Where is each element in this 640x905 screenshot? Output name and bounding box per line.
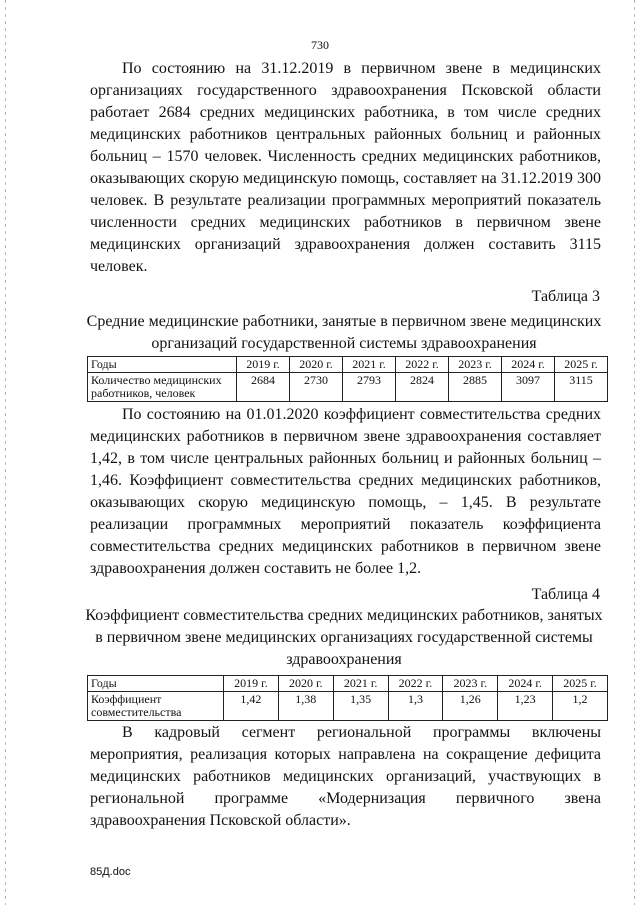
left-scan-edge: [5, 0, 6, 905]
table-cell: 2885: [449, 373, 502, 402]
table-header-cell: 2023 г.: [443, 676, 498, 692]
table-cell: 1,2: [553, 692, 608, 721]
table-header-cell: 2019 г.: [224, 676, 279, 692]
table-row-label: Коэффициент совместительства: [88, 692, 224, 721]
table-cell: 2793: [343, 373, 396, 402]
table-cell: 2730: [290, 373, 343, 402]
table-cell: 1,38: [278, 692, 333, 721]
table-header-cell: 2020 г.: [290, 357, 343, 373]
right-scan-edge: [634, 0, 635, 905]
table-3-caption: Средние медицинские работники, занятые в первичном звене медицинских организаций государственной системы здравоохранения: [86, 313, 602, 352]
table-header-cell: 2025 г.: [553, 676, 608, 692]
table-row: [88, 373, 608, 402]
table-header-cell: 2024 г.: [502, 357, 555, 373]
table-row: [88, 357, 608, 373]
table-header-cell: 2020 г.: [278, 676, 333, 692]
table-4-caption: Коэффициент совместительства средних медицинских работников, занятых в первичном звене медицинских организациях государственной системы здравоохранения: [85, 607, 603, 668]
paragraph-2: По состоянию на 01.01.2020 коэффициент совместительства средних медицинских работников в первичном звене здравоохранения составляет 1,42, в том числе центральных районных больниц и районных больниц – 1,46. Коэффициент совместительства средних медицинских работников, оказывающих скорую медицинскую помощь, – 1,45. В результате реализации программных мероприятий показатель коэффициента совместительства средних медицинских работников в первичном звене здравоохранения должен составить не более 1,2.: [90, 406, 601, 577]
table-header-cell: 2024 г.: [498, 676, 553, 692]
table-4-label: Таблица 4: [531, 586, 600, 603]
table-header-cell: 2022 г.: [388, 676, 443, 692]
table-4: [87, 675, 608, 721]
table-header-cell: 2021 г.: [343, 357, 396, 373]
table-cell: 1,26: [443, 692, 498, 721]
table-header-cell: 2025 г.: [555, 357, 608, 373]
page-number: 730: [311, 38, 329, 52]
table-header-cell: 2022 г.: [396, 357, 449, 373]
table-cell: 1,3: [388, 692, 443, 721]
table-header-cell: Годы: [88, 357, 237, 373]
table-header-cell: 2019 г.: [237, 357, 290, 373]
table-cell: 3097: [502, 373, 555, 402]
table-row: [88, 692, 608, 721]
table-header-cell: 2021 г.: [333, 676, 388, 692]
table-header-cell: Годы: [88, 676, 224, 692]
file-name-footer: 85Д.doc: [90, 866, 131, 878]
table-cell: 1,35: [333, 692, 388, 721]
table-cell: 2684: [237, 373, 290, 402]
table-header-cell: 2023 г.: [449, 357, 502, 373]
table-cell: 3115: [555, 373, 608, 402]
table-cell: 1,42: [224, 692, 279, 721]
table-row: [88, 676, 608, 692]
table-cell: 1,23: [498, 692, 553, 721]
table-cell: 2824: [396, 373, 449, 402]
table-3-label: Таблица 3: [531, 288, 600, 305]
table-row-label: Количество медицинских работников, человек: [88, 373, 237, 402]
paragraph-1: По состоянию на 31.12.2019 в первичном звене в медицинских организациях государственного здравоохранения Псковской области работает 2684 средних медицинских работника, в том числе средних медицинских работников центральных районных больниц и районных больниц – 1570 человек. Численность средних медицинских работников, оказывающих скорую медицинскую помощь, составляет на 31.12.2019 300 человек. В результате реализации программных мероприятий показатель численности средних медицинских работников в первичном звене медицинских организаций здравоохранения должен составить 3115 человек.: [90, 60, 601, 275]
table-3: [87, 356, 608, 402]
paragraph-3: В кадровый сегмент региональной программы включены мероприятия, реализация которых направлена на сокращение дефицита медицинских работников медицинских организаций, участвующих в региональной программе «Модернизация первичного звена здравоохранения Псковской области».: [90, 724, 601, 829]
